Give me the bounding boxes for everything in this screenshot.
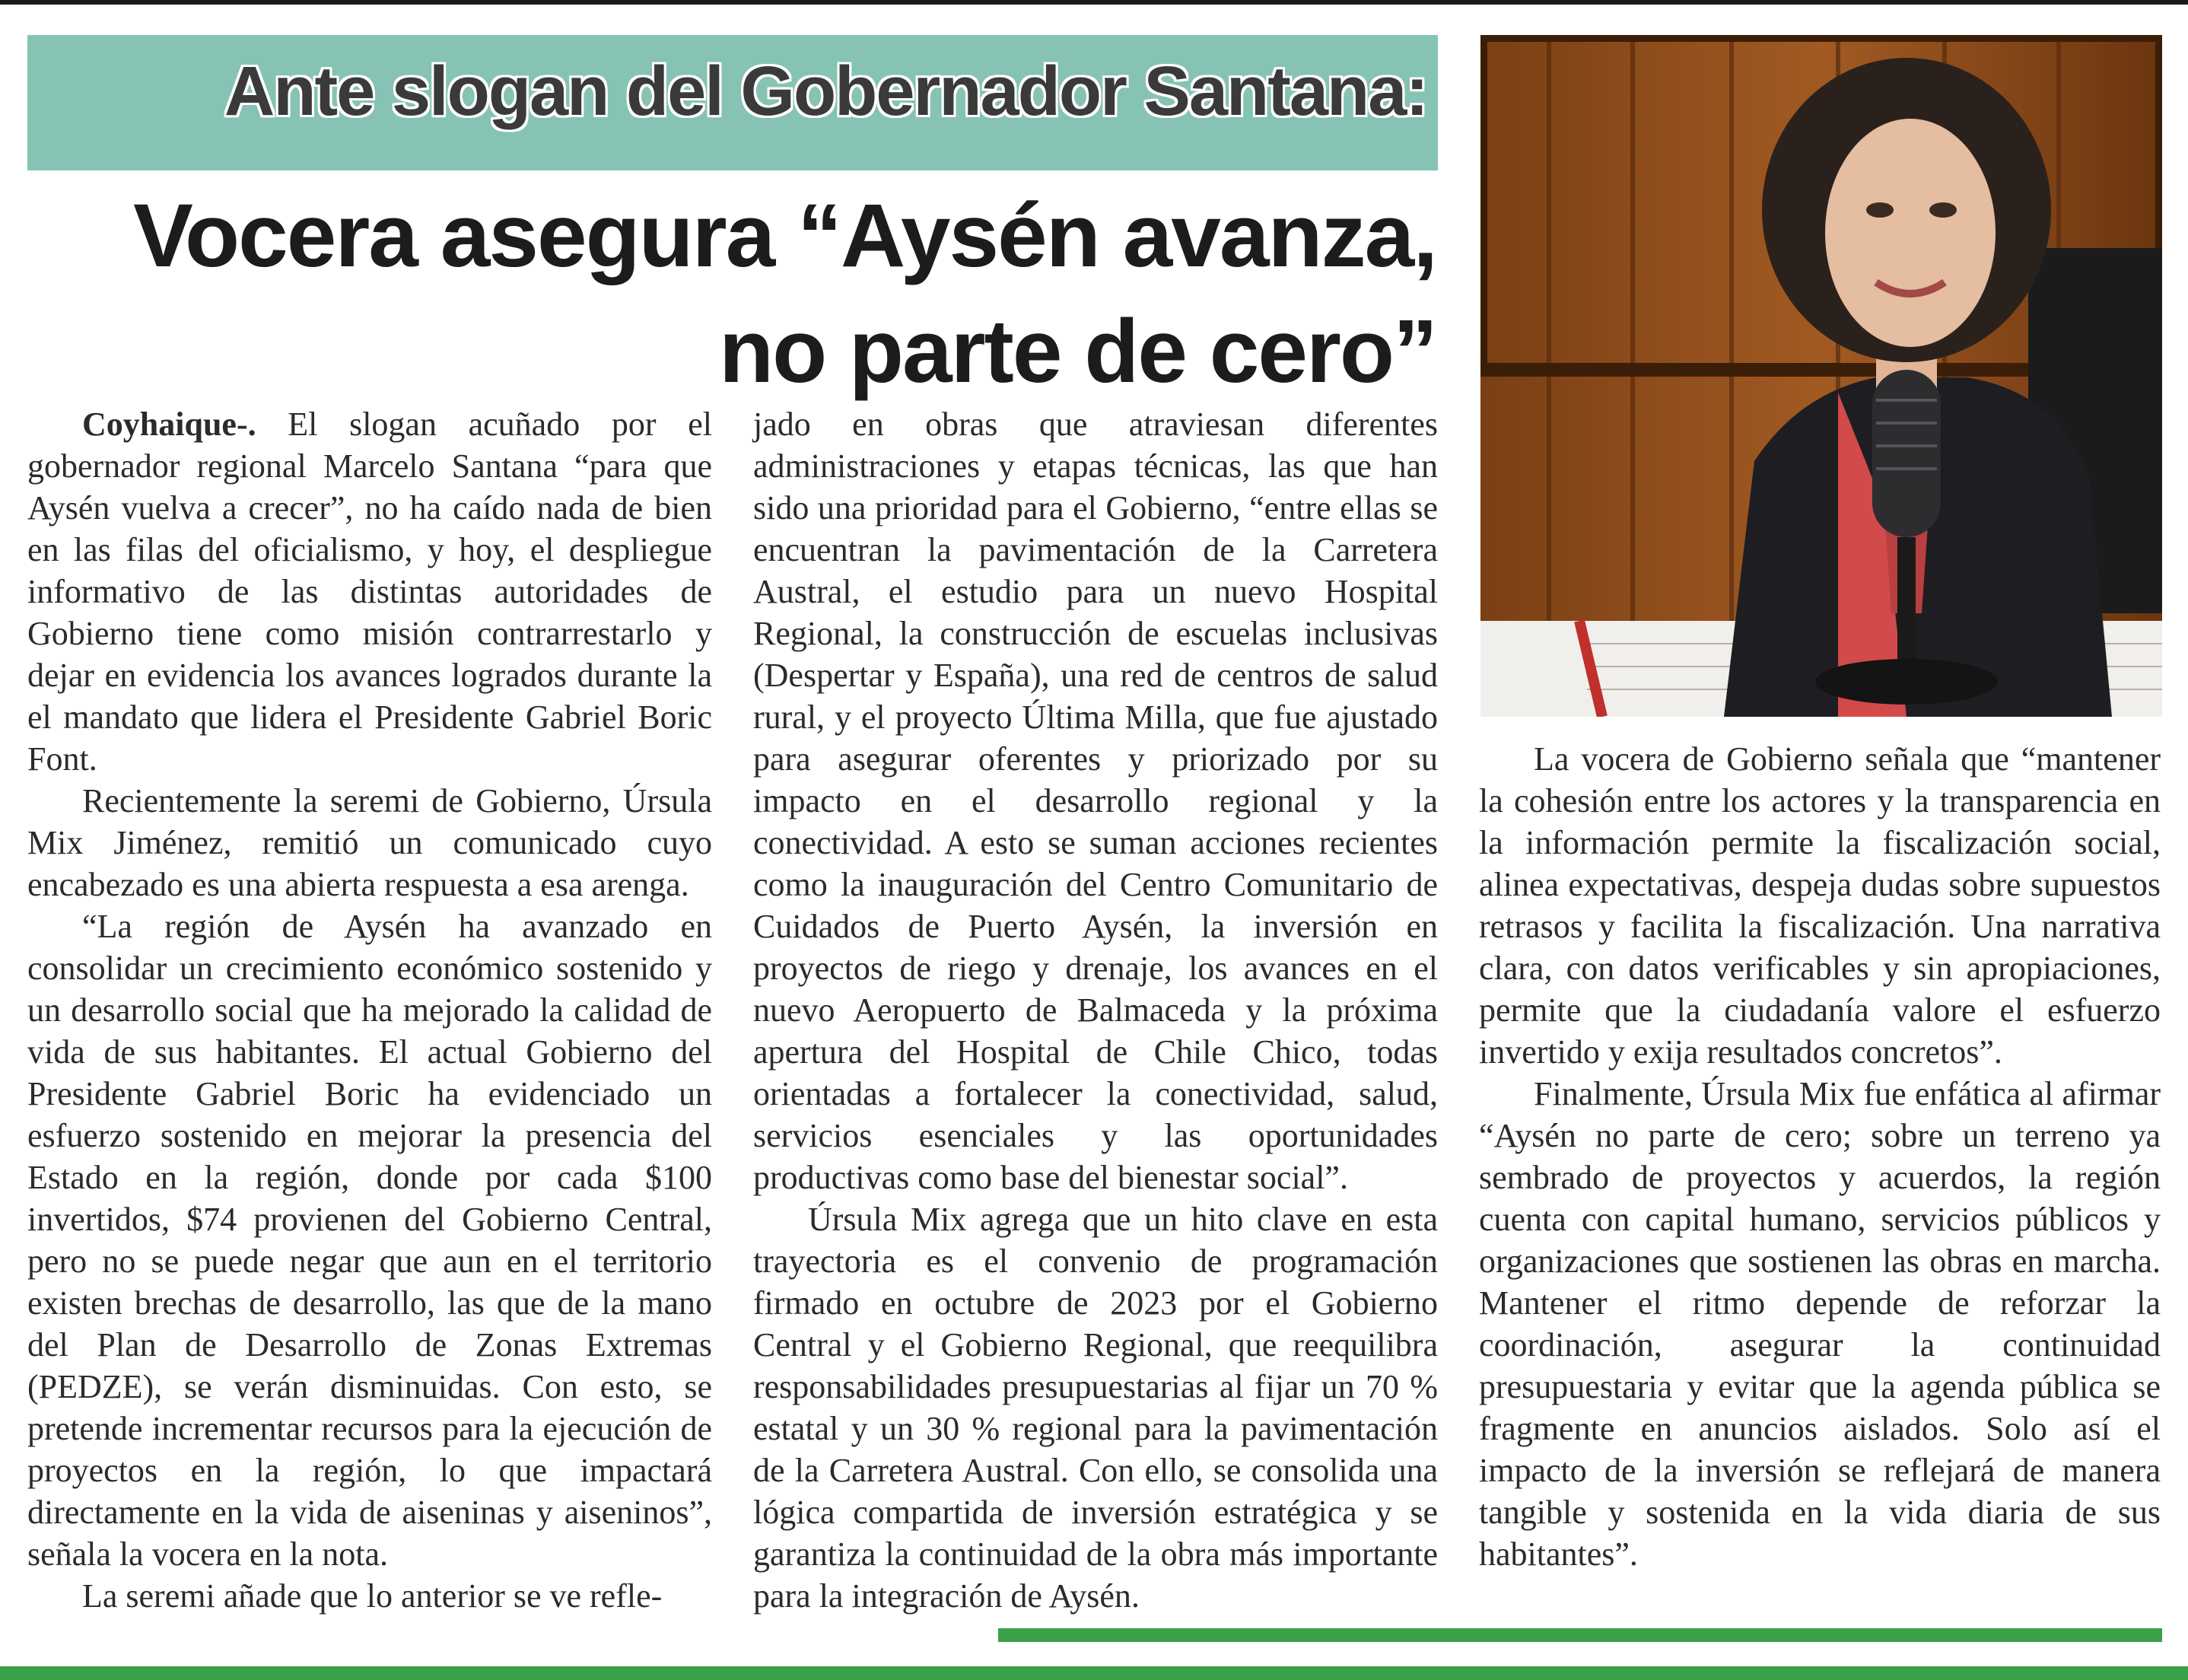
paragraph-6: La vocera de Gobierno señala que “mantener la cohesión entre los actores y la transparencia en la información permite la fiscalización social, alinea expectativas, despeja dudas sobre supuestos retrasos y facilita la fiscalización. Una narrativa clara, con datos verificables y sin apropiaciones, permite que la ciudadanía valore el esfuerzo invertido y exija resultados concretos”. bbox=[1479, 740, 2161, 1071]
paragraph-1-text: El slogan acuñado por el gobernador regional Marcelo Santana “para que Aysén vuelva a crecer”, no ha caído nada de bien en las filas del oficialismo, y hoy, el despliegue informativo de las distintas autoridades de Gobierno tiene como misión contrarrestarlo y dejar en evidencia los avances logrados durante la el mandato que lidera el Presidente Gabriel Boric Font. bbox=[27, 406, 712, 778]
headline bbox=[27, 178, 1436, 409]
kicker: Ante slogan del Gobernador Santana: bbox=[224, 52, 1427, 130]
paragraph-5: Úrsula Mix agrega que un hito clave en esta trayectoria es el convenio de programación firmado en octubre de 2023 por el Gobierno Central y el Gobierno Regional, que reequilibra responsabilidades presupuestarias al fijar un 70 % estatal y un 30 % regional para la pavimentación de la Carretera Austral. Con ello, se consolida una lógica compartida de inversión estratégica y se garantiza la continuidad de la obra más importante para la integración de Aysén. bbox=[753, 1201, 1438, 1615]
top-rule bbox=[0, 0, 2188, 5]
dateline: Coyhaique-. bbox=[82, 406, 256, 443]
kicker-band bbox=[27, 35, 1438, 170]
paragraph-1 bbox=[27, 403, 712, 780]
paragraph-4-start: La seremi añade que lo anterior se ve refle- bbox=[82, 1577, 663, 1615]
article-column-1 bbox=[27, 403, 712, 1617]
article-column-2 bbox=[753, 403, 1438, 1617]
article-column-3 bbox=[1479, 738, 2161, 1575]
bottom-rule bbox=[0, 1666, 2188, 1680]
headline-line-2: no parte de cero” bbox=[718, 301, 1436, 402]
headline-line-1: Vocera asegura “Aysén avanza, bbox=[133, 186, 1436, 286]
paragraph-3: “La región de Aysén ha avanzado en consolidar un crecimiento económico sostenido y un desarrollo social que ha mejorado la calidad de vida de sus habitantes. El actual Gobierno del Presidente Gabriel Boric ha evidenciado un esfuerzo sostenido en mejorar la presencia del Estado en la región, donde por cada $100 invertidos, $74 provienen del Gobierno Central, pero no se puede negar que aun en el territorio existen brechas de desarrollo, las que de la mano del Plan de Desarrollo de Zonas Extremas (PEDZE), se verán disminuidas. Con esto, se pretende incrementar recursos para la ejecución de proyectos en la región, lo que impactará directamente en la vida de aiseninas y aiseninos”, señala la vocera en la nota. bbox=[27, 908, 712, 1573]
paragraph-4-continued: jado en obras que atraviesan diferentes administraciones y etapas técnicas, las que han sido una prioridad para el Gobierno, “entre ellas se encuentran la pavimentación de la Carretera Austral, el estudio para un nuevo Hospital Regional, la construcción de escuelas inclusivas (Despertar y España), una red de centros de salud rural, y el proyecto Última Milla, que fue ajustado para asegurar oferentes y priorizado por su impacto en el desarrollo regional y la conectividad. A esto se suman acciones recientes como la inauguración del Centro Comunitario de Cuidados de Puerto Aysén, la inversión en proyectos de riego y drenaje, los avances en el nuevo Aeropuerto de Balmaceda y la próxima apertura del Hospital de Chile Chico, todas orientadas a fortalecer la conectividad, salud, servicios esenciales y las oportunidades productivas como base del bienestar social”. bbox=[753, 406, 1438, 1196]
paragraph-7: Finalmente, Úrsula Mix fue enfática al afirmar “Aysén no parte de cero; sobre un terreno ya sembrado de proyectos y acuerdos, la región cuenta con capital humano, servicios públicos y organizaciones que sostienen las obras en marcha. Mantener el ritmo depende de reforzar la coordinación, asegurar la continuidad presupuestaria y evitar que la agenda pública se fragmente en anuncios aislados. Solo así el impacto de la inversión se reflejará de manera tangible y sostenida en la vida diaria de sus habitantes”. bbox=[1479, 1075, 2161, 1573]
paragraph-2: Recientemente la seremi de Gobierno, Úrsula Mix Jiménez, remitió un comunicado cuyo encabezado es una abierta respuesta a esa arenga. bbox=[27, 782, 712, 903]
article-end-rule bbox=[998, 1628, 2162, 1642]
spokesperson-photo bbox=[1480, 35, 2162, 717]
